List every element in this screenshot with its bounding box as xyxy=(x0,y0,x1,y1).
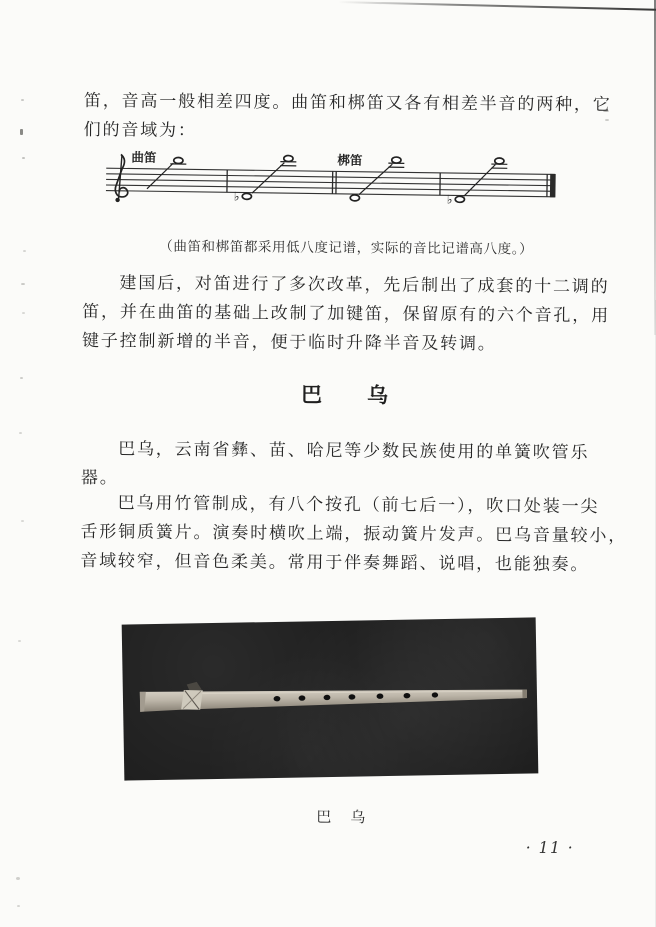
photo-caption: 巴 乌 xyxy=(316,809,368,827)
bawu-instrument xyxy=(140,676,527,712)
intro-paragraph xyxy=(84,86,611,148)
scan-speck xyxy=(21,283,25,285)
reform-paragraph xyxy=(82,268,610,359)
section-heading-bawu: 巴 乌 xyxy=(300,382,390,408)
scan-speck xyxy=(16,877,20,880)
scan-speck xyxy=(17,905,20,907)
bawu-paragraph-1 xyxy=(81,434,608,496)
bawu-photo xyxy=(122,617,539,780)
scan-scratch-line xyxy=(338,1,656,11)
text-line: 笛，并在曲笛的基础上改制了加键笛，保留原有的六个音孔，用 xyxy=(82,301,611,326)
scan-speck xyxy=(22,312,25,314)
text-line: 键子控制新增的半音，便于临时升降半音及转调。 xyxy=(81,330,497,354)
staff-figure-caption: （曲笛和梆笛都采用低八度记谱，实际的音比记谱高八度。） xyxy=(159,238,534,257)
range-qudi-2 xyxy=(234,155,297,205)
text-line: 舌形铜质簧片。演奏时横吹上端，振动簧片发声。巴乌音量较小， xyxy=(80,521,628,546)
range-bangdi-2 xyxy=(447,157,508,207)
scan-speck xyxy=(20,129,23,135)
scan-speck xyxy=(21,99,24,101)
scan-speck xyxy=(23,250,26,252)
reed-wrap xyxy=(181,682,203,710)
treble-clef-icon xyxy=(115,154,128,202)
text-line: 笛，音高一般相差四度。曲笛和梆笛又各有相差半音的两种，它 xyxy=(83,90,612,115)
text-line: 们的音域为： xyxy=(83,119,197,140)
music-staff-figure xyxy=(103,150,566,214)
scan-speck xyxy=(20,377,23,379)
scan-speck xyxy=(18,640,21,642)
flat-sign: ♭ xyxy=(446,192,453,207)
scan-speck xyxy=(22,157,25,159)
text-line: 音域较窄，但音色柔美。常用于伴奏舞蹈、说唱，也能独奏。 xyxy=(80,550,590,574)
flat-sign: ♭ xyxy=(233,189,240,204)
staff-label-bangdi: 梆笛 xyxy=(337,153,363,168)
scan-speck xyxy=(19,432,22,434)
text-line: 器。 xyxy=(80,467,119,488)
text-line: 巴乌用竹管制成，有八个按孔（前七后一），吹口处装一尖 xyxy=(117,493,600,517)
bawu-paragraph-2 xyxy=(80,488,628,579)
staff-label-qudi: 曲笛 xyxy=(131,150,157,165)
page-number: · 11 · xyxy=(525,839,575,857)
scan-speck xyxy=(21,520,24,522)
text-line: 巴乌，云南省彝、苗、哈尼等少数民族使用的单簧吹管乐 xyxy=(118,439,590,462)
text-line: 建国后，对笛进行了多次改革，先后制出了成套的十二调的 xyxy=(119,273,610,297)
